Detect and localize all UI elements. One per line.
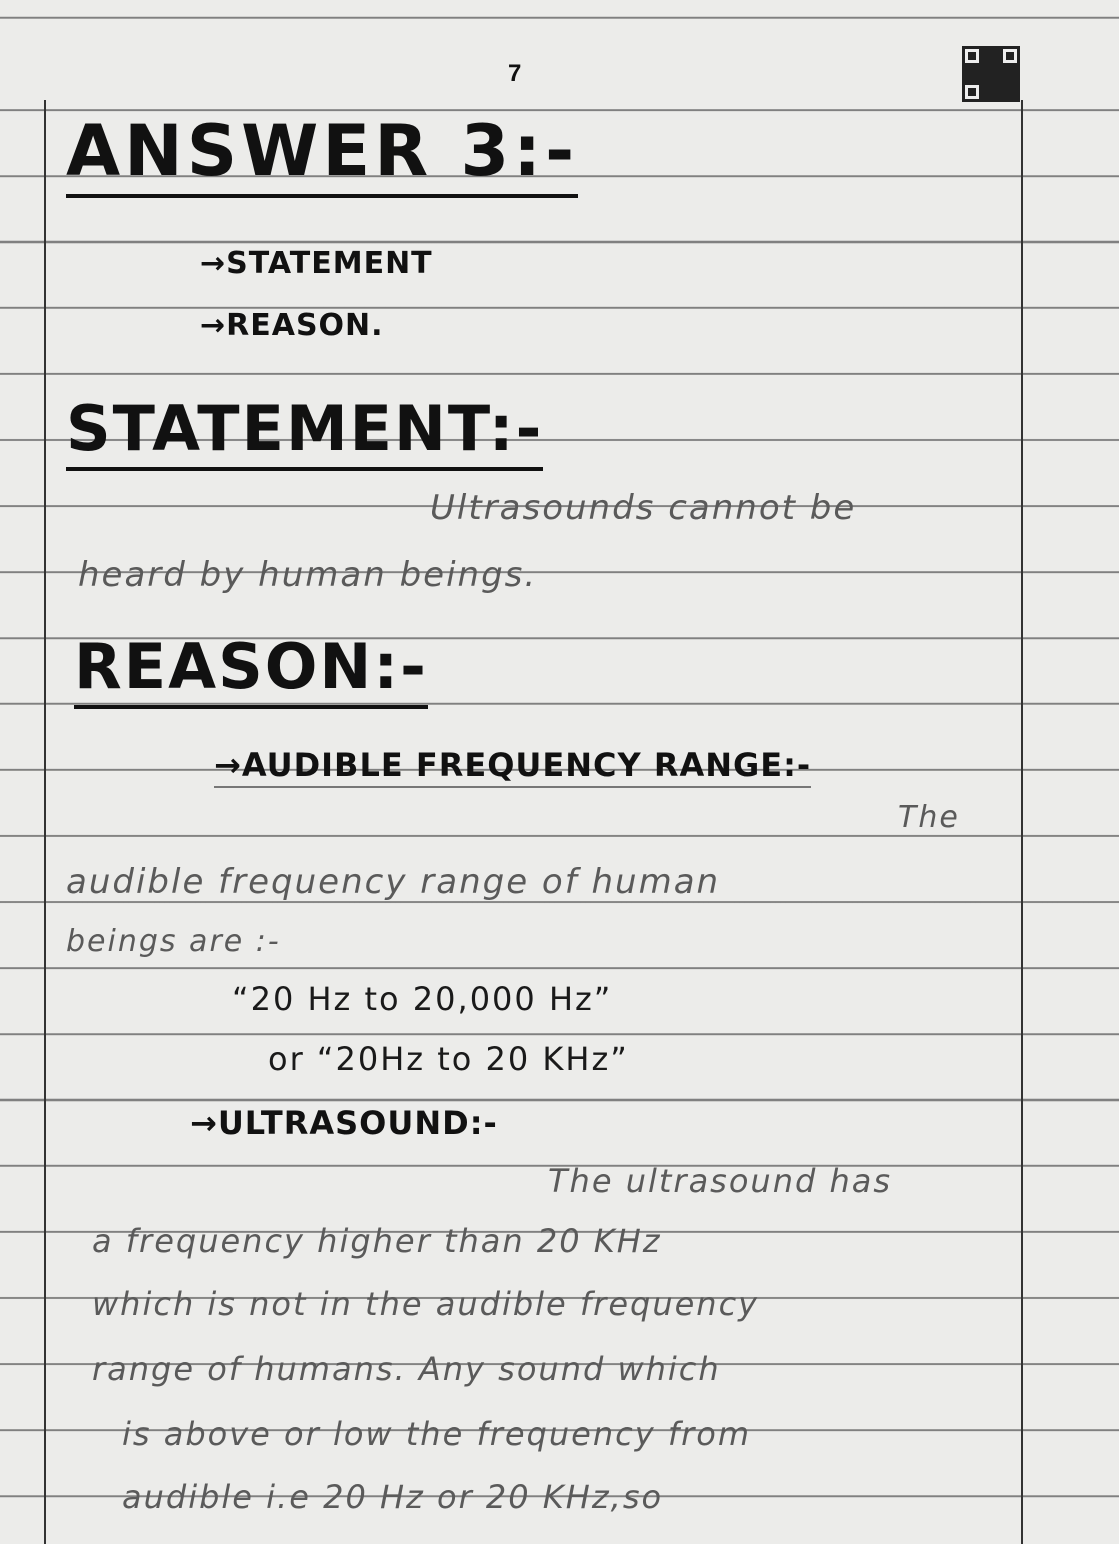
ultrasound-heading: →ULTRASOUND:- xyxy=(190,1104,498,1142)
ultrasound-line: a frequency higher than 20 KHz xyxy=(92,1222,662,1260)
audible-line: The xyxy=(898,800,960,835)
page-number: 7 xyxy=(508,60,522,87)
answer-heading: ANSWER 3:- xyxy=(66,110,578,198)
ultrasound-line: audible i.e 20 Hz or 20 KHz,so xyxy=(122,1478,664,1516)
outline-item-statement: →STATEMENT xyxy=(200,246,433,281)
ultrasound-line: The ultrasound has xyxy=(548,1162,893,1200)
right-margin-rule xyxy=(1021,100,1023,1544)
audible-line: beings are :- xyxy=(66,924,281,959)
qr-code-icon xyxy=(962,46,1020,102)
reason-heading: REASON:- xyxy=(74,630,428,709)
audible-range-heading: →AUDIBLE FREQUENCY RANGE:- xyxy=(214,746,811,788)
audible-range-value-hz: “20 Hz to 20,000 Hz” xyxy=(232,980,613,1018)
statement-line: Ultrasounds cannot be xyxy=(430,488,857,528)
left-margin-rule xyxy=(44,100,46,1544)
outline-item-reason: →REASON. xyxy=(200,308,384,343)
audible-line: audible frequency range of human xyxy=(66,862,721,902)
ultrasound-line: is above or low the frequency from xyxy=(122,1415,751,1453)
ultrasound-line: range of humans. Any sound which xyxy=(92,1350,721,1388)
audible-range-value-khz: or “20Hz to 20 KHz” xyxy=(268,1040,629,1078)
statement-line: heard by human beings. xyxy=(78,555,538,595)
statement-heading: STATEMENT:- xyxy=(66,392,543,471)
ultrasound-line: which is not in the audible frequency xyxy=(92,1285,760,1323)
